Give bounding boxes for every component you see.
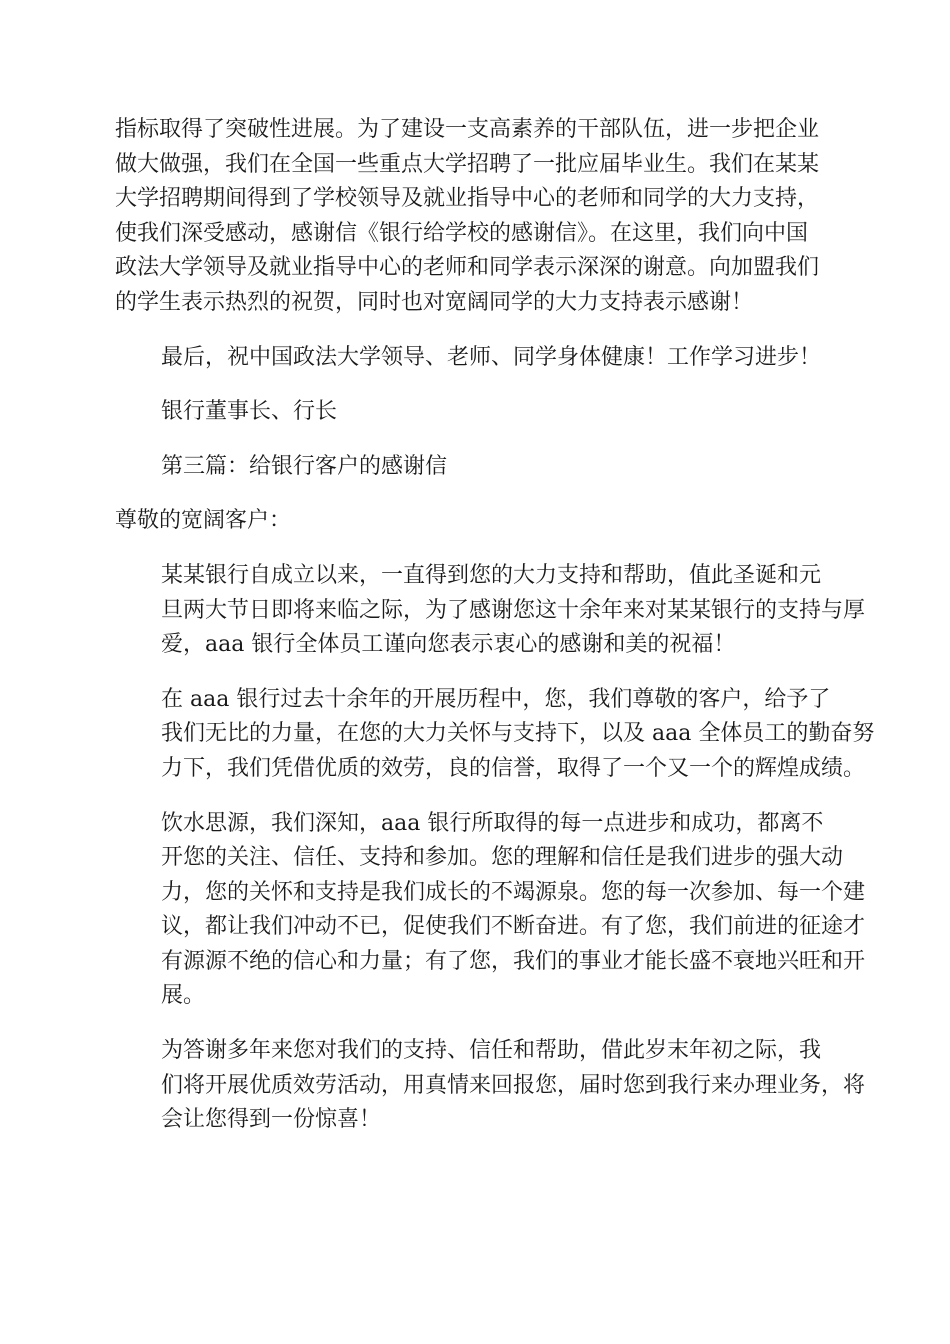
text-line: 做大做强，我们在全国一些重点大学招聘了一批应届毕业生。我们在某某 [115, 151, 820, 177]
paragraph-3 [115, 683, 875, 787]
paragraph-2 [115, 559, 866, 663]
text-line: 银行董事长、行长 [161, 399, 338, 425]
paragraph-1 [115, 113, 835, 321]
text-line: 力下，我们凭借优质的效劳，良的信誉，取得了一个又一个的辉煌成绩。 [161, 755, 866, 781]
text-line: 开您的关注、信任、支持和参加。您的理解和信任是我们进步的强大动 [161, 845, 844, 871]
paragraph-signature [115, 395, 835, 430]
paragraph-4 [115, 807, 866, 1015]
text-line: 旦两大节日即将来临之际，为了感谢您这十余年来对某某银行的支持与厚 [161, 597, 866, 623]
section-heading [115, 450, 835, 485]
text-line: 为答谢多年来您对我们的支持、信任和帮助，借此岁末年初之际，我 [161, 1038, 822, 1064]
text-line: 某某银行自成立以来，一直得到您的大力支持和帮助，值此圣诞和元 [161, 562, 822, 588]
text-line: 会让您得到一份惊喜！ [161, 1107, 382, 1133]
text-line: 我们无比的力量，在您的大力关怀与支持下，以及 aaa 全体员工的勤奋努 [161, 721, 875, 747]
text-line: 大学招聘期间得到了学校领导及就业指导中心的老师和同学的大力支持， [115, 186, 820, 212]
salutation [115, 504, 835, 539]
paragraph-5 [115, 1034, 866, 1138]
text-line: 议，都让我们冲动不已，促使我们不断奋进。有了您，我们前进的征途才 [161, 914, 866, 940]
text-line: 力，您的关怀和支持是我们成长的不竭源泉。您的每一次参加、每一个建 [161, 879, 866, 905]
text-line: 爱，aaa 银行全体员工谨向您表示衷心的感谢和美的祝福！ [161, 632, 736, 658]
text-line: 使我们深受感动，感谢信《银行给学校的感谢信》。在这里，我们向中国 [115, 220, 809, 246]
text-line: 第三篇：给银行客户的感谢信 [161, 453, 448, 479]
paragraph-closing-wish [115, 341, 835, 376]
text-line: 展。 [161, 983, 206, 1009]
text-line: 在 aaa 银行过去十余年的开展历程中，您，我们尊敬的客户，给予了 [161, 686, 831, 712]
text-line: 最后，祝中国政法大学领导、老师、同学身体健康！工作学习进步！ [161, 344, 822, 370]
text-line: 有源源不绝的信心和力量；有了您，我们的事业才能长盛不衰地兴旺和开 [161, 948, 866, 974]
text-line: 的学生表示热烈的祝贺，同时也对宽阔同学的大力支持表示感谢！ [115, 289, 754, 315]
text-line: 们将开展优质效劳活动，用真情来回报您，届时您到我行来办理业务，将 [161, 1072, 866, 1098]
text-line: 饮水思源，我们深知，aaa 银行所取得的每一点进步和成功，都离不 [161, 810, 824, 836]
document-body [115, 113, 875, 1158]
text-line: 尊敬的宽阔客户： [115, 508, 292, 534]
text-line: 政法大学领导及就业指导中心的老师和同学表示深深的谢意。向加盟我们 [115, 255, 820, 281]
text-line: 指标取得了突破性进展。为了建设一支高素养的干部队伍，进一步把企业 [115, 117, 820, 142]
